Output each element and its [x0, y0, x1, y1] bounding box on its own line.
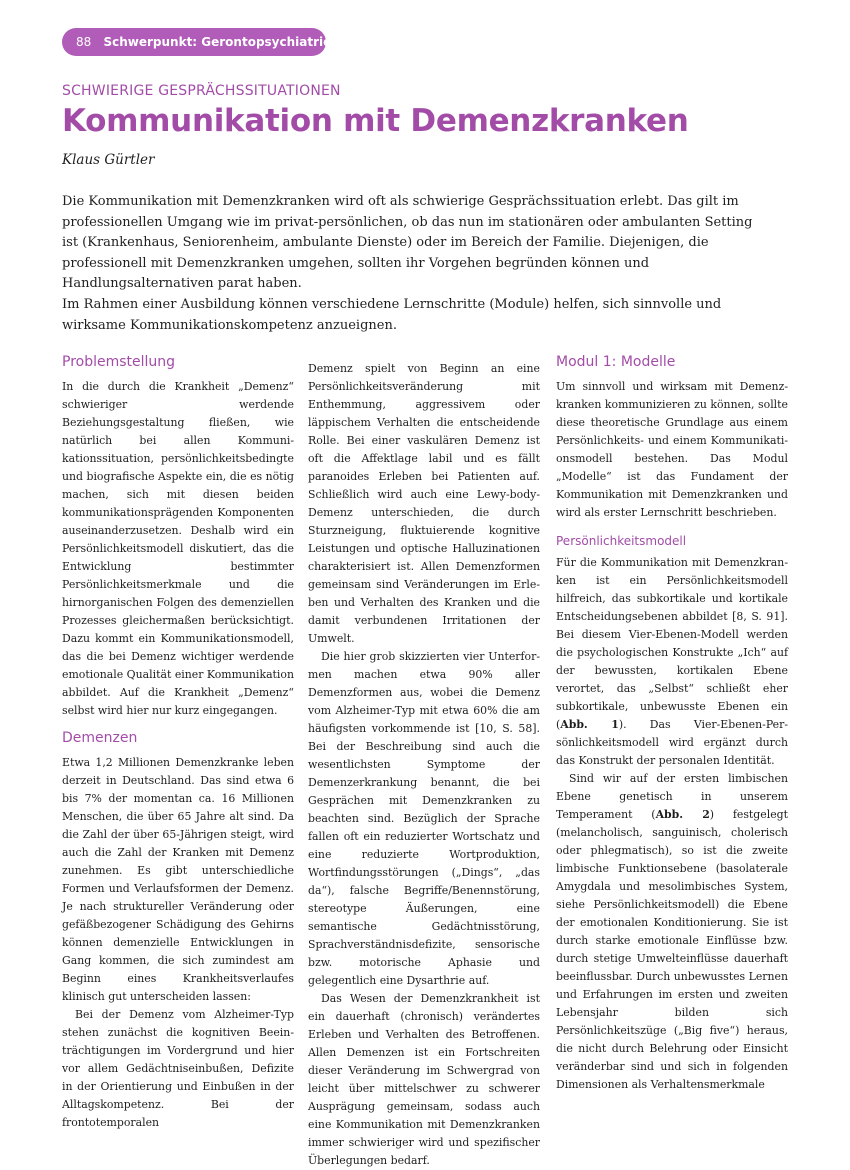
text-run: ). Das Vier-Ebenen-Persönlichkeitsmodell wird ergänzt durch das Konstrukt der personalen Identität.: [556, 718, 789, 767]
body-paragraph: Bei der Demenz vom Alzheimer-Typ stehen zunächst die kognitiven Beeinträchtigungen im Vordergrund und hier vor allem Gedächtniseinbußen, Defizite in der Orientierung und Einbußen in der Alltagskompetenz. Bei der frontotemporalen: [62, 1008, 294, 1129]
body-paragraph: Die hier grob skizzierten vier Unterformen machen etwa 90% aller Demenzformen aus, wobei die Demenz vom Alzheimer-Typ mit etwa 60% die am häufigsten vorkommende ist [10, S. 58]. Bei der Beschreibung sind auch die wesentlichsten Symptome der Demenzerkrankung benannt, die bei Gesprächen mit Demenzkranken zu beachten sind. Bezüglich der Sprache fallen oft ein reduzierter Wortschatz und eine reduzierte Wortproduktion, Wortfindungsstörungen („Dings“, „das da“), falsche Begriffe/Benennstörung, stereotype Äußerungen, eine semantische Gedächtnisstörung, Sprachverständnisdefizite, sensorische bzw. motorische Aphasie und gelegentlich eine Dysarthrie auf.: [308, 650, 540, 987]
section-header-pill: [62, 28, 332, 56]
text-run: Sind wir auf der ersten limbischen Ebene genetisch in unserem Temperament (: [556, 772, 788, 821]
figure-reference-abb-2: Abb. 2: [655, 808, 710, 821]
body-paragraph: Um sinnvoll und wirksam mit Demenzkranken kommunizieren zu können, sollte diese theoretische Grundlage aus einem Persönlichkeits- und einem Kommunikationsmodell bestehen. Das Modul „Modelle“ ist das Fundament der Kommunikation mit Demenzkranken und wird als erster Lernschritt beschrieben.: [556, 380, 788, 519]
body-paragraph: Etwa 1,2 Millionen Demenzkranke leben derzeit in Deutschland. Das sind etwa 6 bis 7% der momentan ca. 16 Millionen Menschen, die über 65 Jahre alt sind. Da die Zahl der über 65-Jährigen steigt, wird auch die Zahl der Kranken mit Demenz zunehmen. Es gibt unterschiedliche Formen und Verlaufsformen der Demenz. Je nach struktureller Veränderung oder gefäßbezogener Schädigung des Gehirns können demenzielle Entwicklungen in Gang kommen, die sich zumindest am Beginn eines Krankheitsverlaufes klinisch gut unterscheiden lassen:: [62, 756, 294, 1003]
subsection-heading-persoenlichkeitsmodell: Persönlichkeitsmodell: [556, 534, 687, 548]
article-title: Kommunikation mit Demenzkranken: [62, 103, 689, 139]
section-heading-modul-1: Modul 1: Modelle: [556, 354, 676, 370]
body-paragraph: [556, 770, 788, 1094]
section-heading-problemstellung: Problemstellung: [62, 354, 176, 370]
article-intro: [62, 192, 766, 336]
section-heading-demenzen: Demenzen: [62, 730, 138, 746]
text-column-3: [556, 352, 788, 1094]
figure-reference-abb-1: Abb. 1: [560, 718, 619, 731]
intro-paragraph: Im Rahmen einer Ausbildung können verschiedene Lernschritte (Module) helfen, sich sinnvolle und wirksame Kommunikationskompetenz anzueignen.: [62, 296, 722, 333]
text-column-2: [308, 360, 540, 1170]
page-number: 88: [76, 35, 92, 49]
article-author: Klaus Gürtler: [62, 152, 155, 168]
body-paragraph: Das Wesen der Demenzkrankheit ist ein dauerhaft (chronisch) verändertes Erleben und Verhalten des Betroffenen. Allen Demenzen ist ein Fortschreiten dieser Veränderung im Schwergrad von leicht über mittelschwer zu schwerer Ausprägung gemeinsam, sodass auch eine Kommunikation mit Demenzkranken immer schwieriger wird und spezifischer Überlegungen bedarf.: [308, 992, 540, 1167]
article-kicker: SCHWIERIGE GESPRÄCHSSITUATIONEN: [62, 83, 341, 99]
body-paragraph: Demenz spielt von Beginn an eine Persönlichkeitsveränderung mit Enthemmung, aggressivem oder läppischem Verhalten die entscheidende Rolle. Bei einer vaskulären Demenz ist oft die Affektlage labil und es fällt paranoides Erleben bei Patienten auf. Schließlich wird auch eine Lewy-body-Demenz unterschieden, die durch Sturzneigung, fluktuierende kognitive Leistungen und optische Halluzinationen charakterisiert ist. Allen Demenzformen gemeinsam sind Veränderungen im Erleben und Verhalten des Kranken und die damit verbundenen Irritationen der Umwelt.: [308, 362, 540, 645]
section-label: Schwerpunkt: Gerontopsychiatrie: [103, 35, 332, 49]
text-column-1: [62, 352, 294, 1132]
intro-paragraph: Die Kommunikation mit Demenzkranken wird oft als schwierige Gesprächssituation erlebt. Das gilt im professionellen Umgang wie im privat-persönlichen, ob das nun im stationären oder ambulanten Setting ist (Krankenhaus, Seniorenheim, ambulante Dienste) oder im Bereich der Familie. Diejenigen, die professionell mit Demenzkranken umgehen, sollten ihr Vorgehen begründen können und Handlungsalternativen parat haben.: [62, 194, 753, 292]
body-paragraph: In die durch die Krankheit „Demenz“ schwieriger werdende Beziehungsgestaltung fließen, wie natürlich bei allen Kommunikationssituation, persönlichkeitsbedingte und biografische Aspekte ein, die es nötig machen, sich mit diesen beiden kommunikationsprägenden Komponenten auseinanderzusetzen. Deshalb wird ein Persönlichkeitsmodell diskutiert, das die Entwicklung bestimmter Persönlichkeitsmerkmale und die hirnorganischen Folgen des demenziellen Prozesses gleichermaßen berücksichtigt. Dazu kommt ein Kommunikationsmodell, das die bei Demenz wichtiger werdende emotionale Qualität einer Kommunikation abbildet. Auf die Krankheit „Demenz“ selbst wird hier nur kurz eingegangen.: [62, 380, 294, 717]
text-run: ) festgelegt (melancholisch, sanguinisch, cholerisch oder phlegmatisch), so ist die zweite limbische Funktionsebene (basolaterale Amygdala und mesolimbisches System, siehe Persönlichkeitsmodell) die Ebene der emotionalen Konditionierung. Sie ist durch starke emotionale Einflüsse bzw. durch stetige Umwelteinflüsse dauerhaft beeinflussbar. Durch unbewusstes Lernen und Erfahrungen im ersten und zweiten Lebensjahr bilden sich Persönlichkeitszüge („Big five“) heraus, die nicht durch Belehrung oder Einsicht veränderbar sind und sich in folgenden Dimensionen als Verhaltensmerkmale: [556, 808, 788, 1091]
body-paragraph: [556, 554, 788, 770]
text-run: Für die Kommunikation mit Demenzkranken ist ein Persönlichkeitsmodell hilfreich, das subkortikale und kortikale Entscheidungsebenen abbildet [8, S. 91]. Bei diesem Vier-Ebenen-Modell werden die psychologischen Konstrukte „Ich“ auf der bewussten, kortikalen Ebene verortet, das „Selbst“ schließt eher subkortikale, unbewusste Ebenen ein (: [556, 556, 788, 731]
